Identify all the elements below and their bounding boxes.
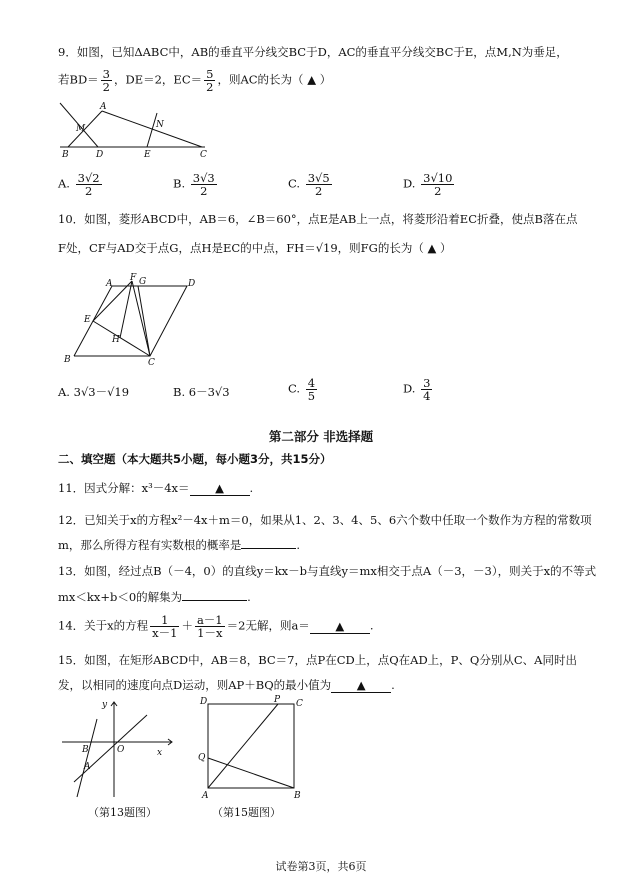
q15-line2 <box>58 677 395 693</box>
q10-label-e: E <box>84 315 91 325</box>
q10-option-d <box>403 377 434 402</box>
q12-blank <box>241 548 296 549</box>
q14-blank: ▲ <box>310 619 370 634</box>
q10-option-b <box>173 384 230 400</box>
frac-num: 3√3 <box>192 171 215 185</box>
frac-den: 5 <box>307 389 316 404</box>
q12-text: m，那么所得方程有实数根的概率是 <box>58 538 242 552</box>
fig13-label-o: O <box>117 745 125 755</box>
q11-blank: ▲ <box>190 481 250 496</box>
frac-num: 3√5 <box>307 171 330 185</box>
q15-blank: ▲ <box>331 678 391 693</box>
section2-heading: 二、填空题（本大题共5小题，每小题3分，共15分） <box>58 452 332 466</box>
q9-label-d: D <box>96 150 104 160</box>
q12-line1: 12．已知关于x的方程x²－4x＋m＝0，如果从1、2、3、4、5、6六个数中任取一个数作为方程的常数项 <box>58 513 592 527</box>
q9-text-c: ，则AC的长为（ ▲ ） <box>217 72 332 87</box>
option-letter: B. <box>173 176 186 191</box>
frac-num: 3 <box>102 67 110 81</box>
q13-text: mx＜kx+b＜0的解集为 <box>58 590 183 604</box>
q9-option-b <box>173 172 219 197</box>
frac-den: 2 <box>315 184 323 199</box>
q9-line1: 9．如图，已知ΔABC中，AB的垂直平分线交BC于D，AC的垂直平分线交BC于E，点M,N为垂足， <box>58 45 568 59</box>
option-text: 6－3√3 <box>188 385 230 399</box>
q14-plus: ＋ <box>181 618 193 633</box>
q10-label-a: A <box>106 279 113 289</box>
q10-label-h: H <box>112 335 120 345</box>
fig15-label-a: A <box>202 791 209 801</box>
frac-den: x－1 <box>152 626 178 641</box>
frac-num: 3√2 <box>77 171 100 185</box>
q9-label-b: B <box>62 150 69 160</box>
fig15-caption: （第15题图） <box>212 806 281 819</box>
q10-label-c: C <box>148 358 155 368</box>
fig13-figure <box>62 697 182 802</box>
frac-num: 1 <box>150 614 179 627</box>
fig15-label-d: D <box>200 697 208 707</box>
frac-den: 1－x <box>197 626 223 641</box>
q10-label-d: D <box>188 279 196 289</box>
frac-den: 2 <box>200 184 208 199</box>
fig15-label-q: Q <box>198 753 206 763</box>
q10-line1: 10．如图，菱形ABCD中，AB＝6，∠B＝60°，点E是AB上一点，将菱形沿着EC折叠，使点B落在点 <box>58 212 578 226</box>
q9-option-a <box>58 172 104 197</box>
option-letter: C. <box>288 176 301 191</box>
q14-text-b: ＝2无解，则a＝ <box>226 618 310 633</box>
q11-text: 11．因式分解：x³－4x＝ <box>58 481 190 495</box>
q12-end: . <box>296 538 301 552</box>
option-letter: A. <box>58 385 70 399</box>
fig15-label-c: C <box>296 699 303 709</box>
frac-den: 2 <box>206 80 214 95</box>
frac-den: 2 <box>84 184 93 199</box>
q9-text-a: 若BD＝ <box>58 72 99 87</box>
option-text: 3√3－√19 <box>73 385 130 399</box>
fig13-label-a: A <box>84 762 91 772</box>
q10-line2: F处，CF与AD交于点G，点H是EC的中点，FH＝√19，则FG的长为（ ▲ ） <box>58 241 452 255</box>
q11-end: . <box>249 481 254 495</box>
q13-line2 <box>58 589 251 605</box>
q9-line2 <box>58 68 331 93</box>
q10-label-f: F <box>130 273 137 283</box>
frac-den: 2 <box>102 80 110 95</box>
q10-option-a <box>58 384 129 400</box>
fig13-caption: （第13题图） <box>88 806 157 819</box>
q12-line2 <box>58 537 300 553</box>
q9-option-c <box>288 172 334 197</box>
q13-blank <box>182 600 247 601</box>
q9-label-a: A <box>100 102 107 112</box>
q13-line1: 13．如图，经过点B（－4，0）的直线y＝kx－b与直线y＝mx相交于点A（－3，－3），则关于x的不等式 <box>58 564 597 578</box>
q14-text-a: 14．关于x的方程 <box>58 618 149 633</box>
option-letter: A. <box>58 176 70 191</box>
fig15-label-b: B <box>294 791 301 801</box>
frac-num: a－1 <box>196 613 223 627</box>
frac-num: 5 <box>206 67 214 81</box>
q11 <box>58 480 253 496</box>
option-letter: D. <box>403 176 416 191</box>
page-footer: 试卷第3页，共6页 <box>275 860 367 873</box>
option-letter: C. <box>288 381 301 396</box>
option-letter: B. <box>173 385 186 399</box>
q10-figure <box>62 273 202 368</box>
q14-end: . <box>369 618 374 633</box>
q9-text-b: ，DE＝2，EC＝ <box>114 72 203 87</box>
fig15-figure <box>196 694 316 799</box>
q9-label-n: N <box>156 120 164 130</box>
frac-num: 3√10 <box>423 171 453 185</box>
fig13-label-b: B <box>82 745 89 755</box>
frac-num: 3 <box>423 376 431 390</box>
q9-figure <box>60 103 220 158</box>
q10-label-b: B <box>64 355 71 365</box>
frac-num: 4 <box>307 376 316 390</box>
frac-den: 4 <box>423 389 431 404</box>
q13-end: . <box>247 590 251 604</box>
q15-line1: 15．如图，在矩形ABCD中，AB＝8，BC＝7，点P在CD上，点Q在AD上，P、Q分别从C、A同时出 <box>58 653 577 667</box>
q9-ec-fraction <box>204 68 215 93</box>
q10-option-c <box>288 377 319 402</box>
q9-label-e: E <box>144 150 151 160</box>
q9-option-d <box>403 172 456 197</box>
option-letter: D. <box>403 381 416 396</box>
frac-den: 2 <box>434 184 442 199</box>
fig13-label-y: y <box>102 700 108 710</box>
part2-title: 第二部分 非选择题 <box>268 429 374 444</box>
fig15-label-p: P <box>274 695 281 705</box>
fig13-label-x: x <box>157 748 163 758</box>
q14-fraction-1 <box>150 614 179 639</box>
q15-end: . <box>391 678 395 692</box>
q9-label-c: C <box>200 150 207 160</box>
q9-label-m: M <box>76 124 86 134</box>
q10-label-g: G <box>139 277 147 287</box>
q9-bd-fraction <box>101 68 112 93</box>
q15-text: 发，以相同的速度向点D运动，则AP＋BQ的最小值为 <box>58 678 332 692</box>
q14 <box>58 614 373 639</box>
q14-fraction-2 <box>195 614 225 639</box>
